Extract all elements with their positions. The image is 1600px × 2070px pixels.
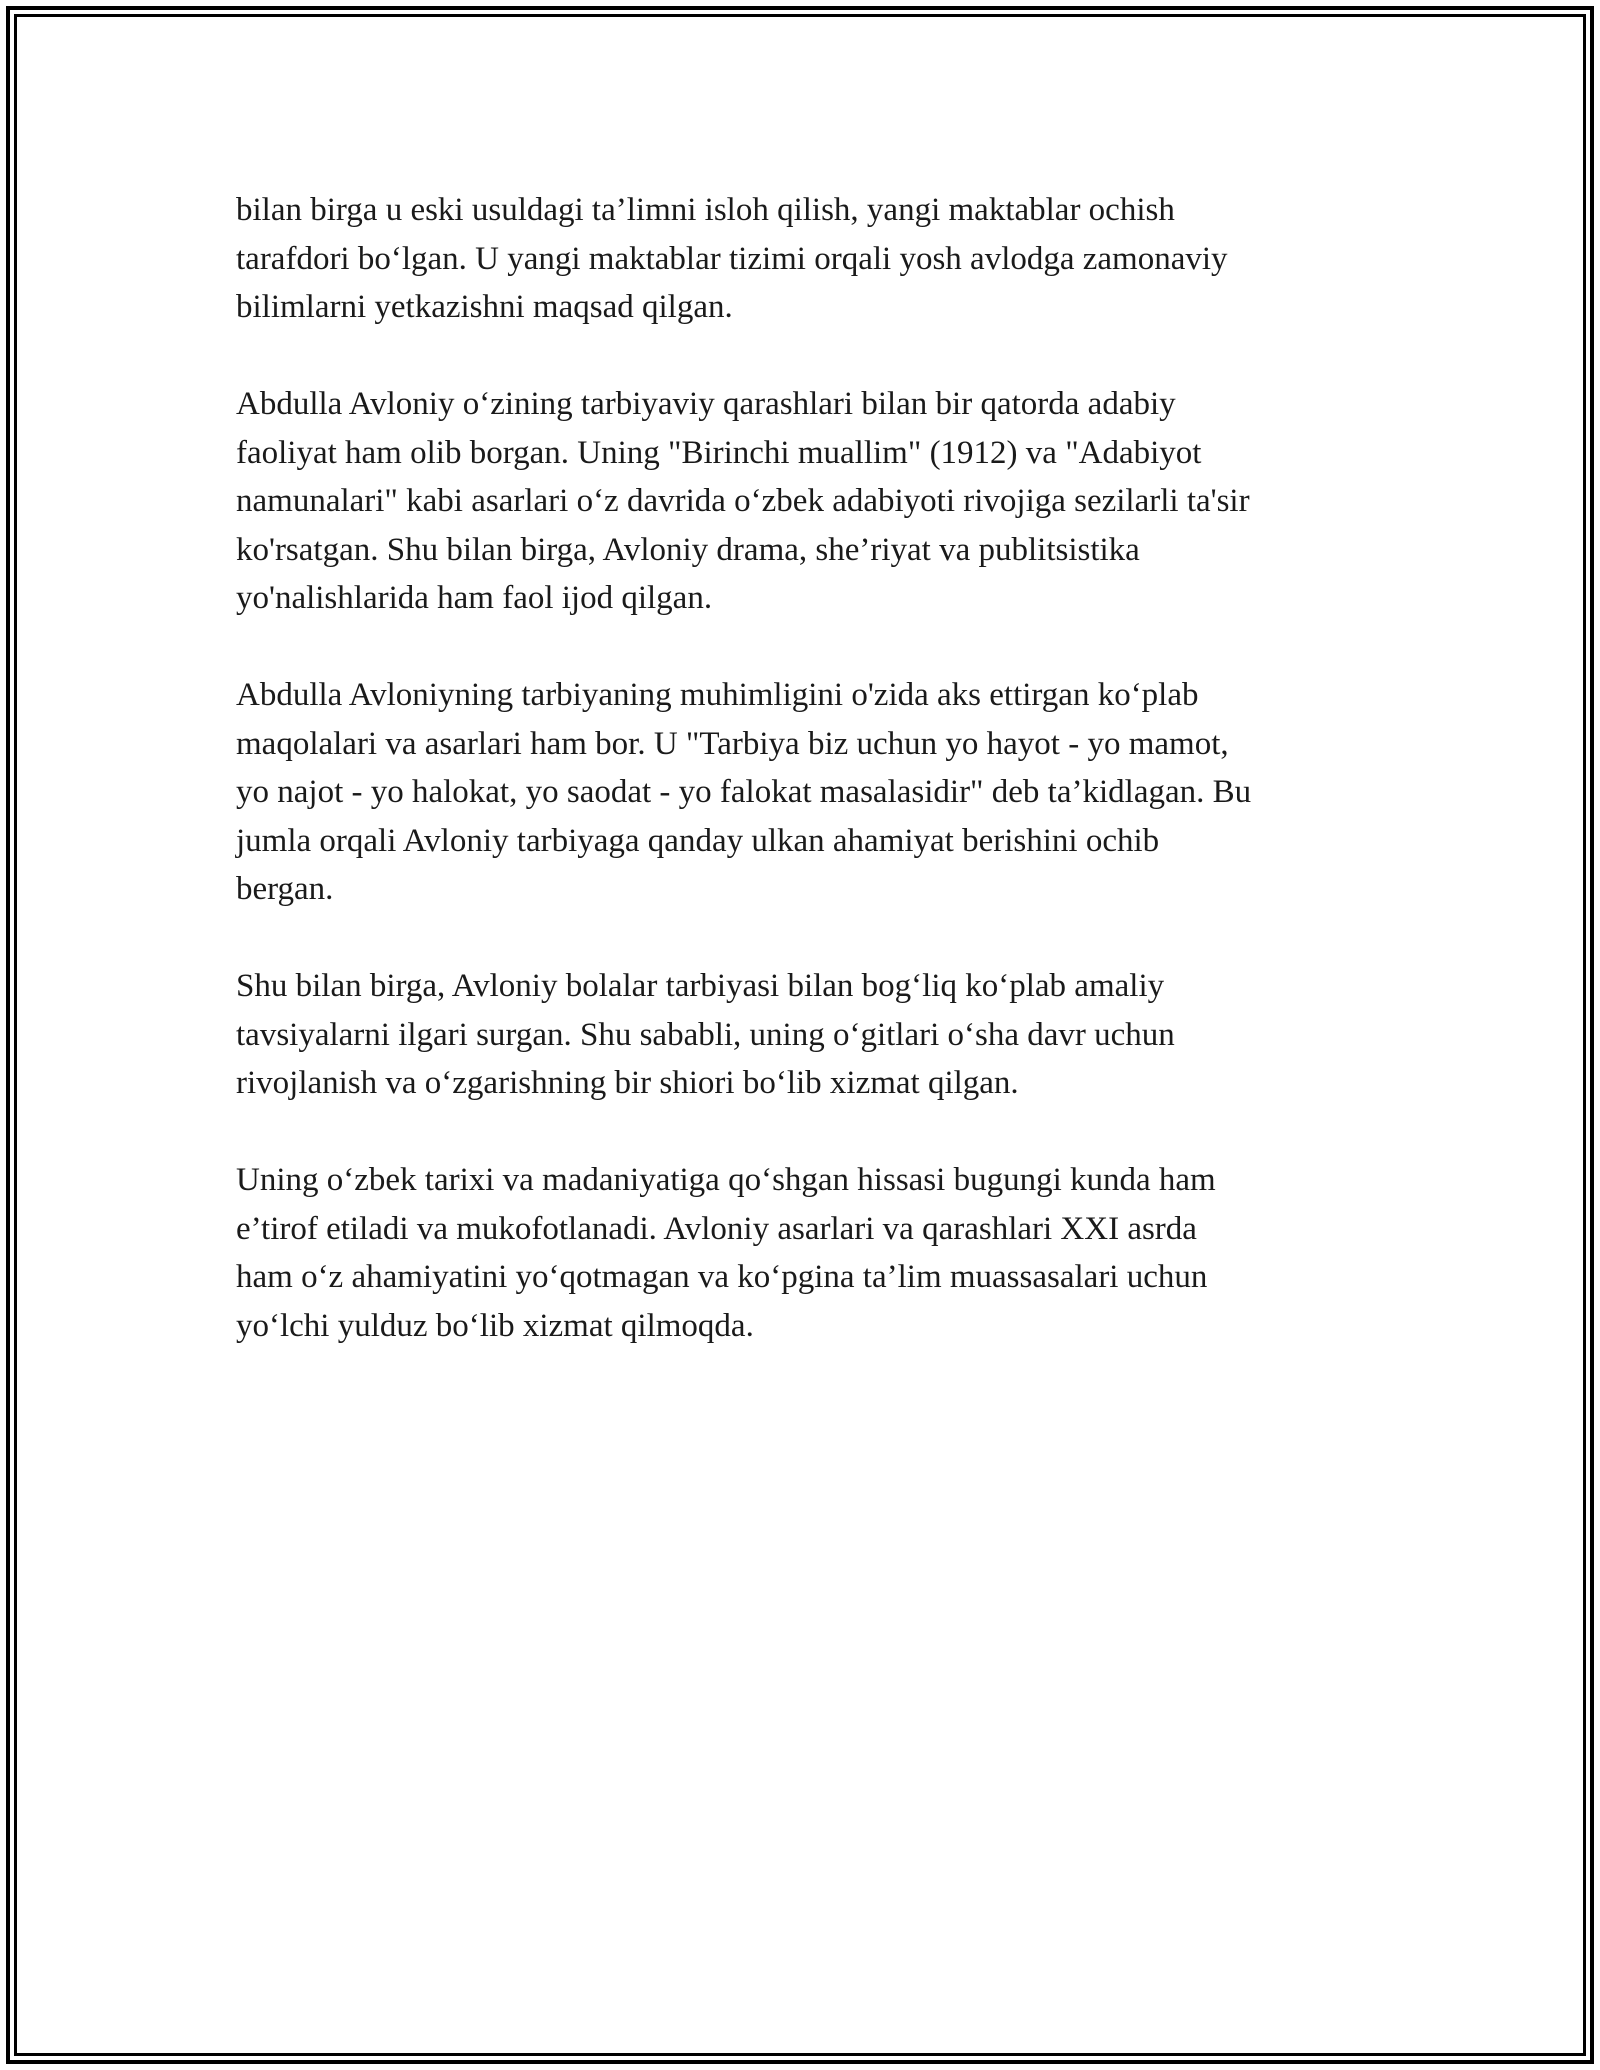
- paragraph-4: Shu bilan birga, Avloniy bolalar tarbiyasi bilan bog‘liq ko‘plab amaliy tavsiyalarni ilgari surgan. Shu sababli, uning o‘gitlari o‘sha davr uchun rivojlanish va o‘zgarishning bir shiori bo‘lib xizmat qilgan.: [236, 968, 1175, 1101]
- document-body: [236, 186, 1386, 1399]
- paragraph-1: bilan birga u eski usuldagi ta’limni isloh qilish, yangi maktablar ochish tarafdori bo‘lgan. U yangi maktablar tizimi orqali yosh avlodga zamonaviy bilimlarni yetkazishni maqsad qilgan.: [236, 192, 1228, 325]
- paragraph-5: Uning o‘zbek tarixi va madaniyatiga qo‘shgan hissasi bugungi kunda ham e’tirof etiladi va mukofotlanadi. Avloniy asarlari va qarashlari XXI asrda ham o‘z ahamiyatini yo‘qotmagan va ko‘pgina ta’lim muassasalari uchun yo‘lchi yulduz bo‘lib xizmat qilmoqda.: [236, 1162, 1216, 1344]
- paragraph-3: Abdulla Avloniyning tarbiyaning muhimligini o'zida aks ettirgan ko‘plab maqolalari va asarlari ham bor. U "Tarbiya biz uchun yo hayot - yo mamot, yo najot - yo halokat, yo saodat - yo falokat masalasidir" deb ta’kidlagan. Bu jumla orqali Avloniy tarbiyaga qanday ulkan ahamiyat berishini ochib bergan.: [236, 677, 1252, 907]
- paragraph-2: Abdulla Avloniy o‘zining tarbiyaviy qarashlari bilan bir qatorda adabiy faoliyat ham olib borgan. Uning "Birinchi muallim" (1912) va "Adabiyot namunalari" kabi asarlari o‘z davrida o‘zbek adabiyoti rivojiga sezilarli ta'sir ko'rsatgan. Shu bilan birga, Avloniy drama, she’riyat va publitsistika yo'nalishlarida ham faol ijod qilgan.: [236, 386, 1250, 616]
